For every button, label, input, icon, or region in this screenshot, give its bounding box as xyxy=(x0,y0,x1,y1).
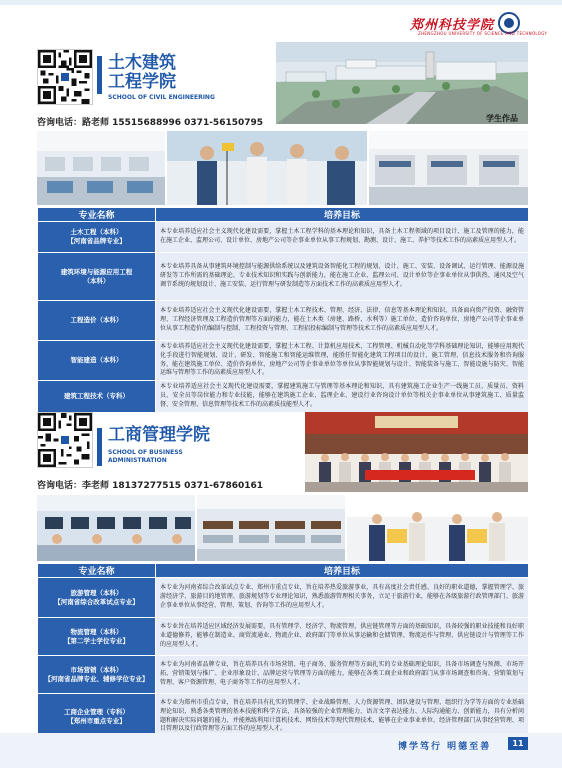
civil-contact: 咨询电话：路老师 15515688996 0371-56150795 xyxy=(37,118,264,128)
major-goal: 本专业培养适应社会主义现代化建设需要，掌握土木工程学科的基本理论和知识，具备土木工程领域的项目设计、施工及管理的能力，能在施工企业、监理公司、设计单位、房地产公司等企事业单位从事工程规划、勘测、设计、施工、养护等技术工作的高素质应用型人才。 xyxy=(156,222,529,253)
major-goal: 本专业培养适应社会主义现代化建设需要，掌握土木工程技术、管理、经济、法律、信息等基本理论和知识，具备面向资产投资、融资管理、工程经济管理及工程造价管理等方面的能力，能在土木类（房建、路桥、水利等）施工单位、造价咨询单位、房地产公司等企事业单位从事工程造价的编制与控制、工程投资与管理、工程招投标编制与管理等技术工作的高素质应用型人才。 xyxy=(156,301,529,341)
major-name xyxy=(38,253,156,301)
table-row xyxy=(38,381,529,413)
business-contact: 咨询电话：李老师 18137277515 0371-67860161 xyxy=(37,481,264,491)
civil-lab-photo-2 xyxy=(369,131,528,205)
school-name-en: ZHENGZHOU UNIVERSITY OF SCIENCE AND TECHNOLOGY xyxy=(418,31,548,36)
student-work-label: 学生作品 xyxy=(486,114,518,123)
major-note: 【河南省品牌专业】 xyxy=(67,237,126,245)
table-row xyxy=(38,222,529,253)
civil-majors-table xyxy=(37,207,529,413)
civil-students-surveying-photo xyxy=(167,131,367,205)
business-group-photo xyxy=(305,412,528,492)
business-table-header xyxy=(38,564,529,578)
major-name-text: 工程造价（本科） xyxy=(70,316,123,324)
business-title-en-line-1: SCHOOL OF BUSINESS xyxy=(108,449,183,456)
major-note: 【第二学士学位专业】 xyxy=(64,636,129,645)
civil-campus-model-photo xyxy=(276,42,528,124)
table-row xyxy=(38,656,529,694)
business-majors-table xyxy=(37,563,529,740)
major-goal: 本专业为河南省综合改革试点专业、郑州市重点专业，旨在培养热爱旅游事业，具有高度社会责任感、良好的职业道德，掌握管理学、旅游经济学、旅游目的地管理、旅游规划等专业理论知识，熟悉旅游管理相关事务，立足于旅游行业，能够在各级旅游行政管理部门、旅游企事业单位从事经营、管理、策划、咨询等工作的应用型人才。 xyxy=(156,578,529,618)
header-major: 专业名称 xyxy=(38,208,156,222)
major-name xyxy=(38,578,156,618)
major-name-text: 建筑环境与能源应用工程 xyxy=(60,267,133,276)
top-rule xyxy=(0,0,562,5)
business-qr-code-icon xyxy=(37,412,93,468)
major-goal: 本专业培养具备从事建筑环境控制与能源供给系统以及建筑设备智能化工程的规划、设计、施工、安装、设备调试、运行管理、能源设施研发等工作所需的基础理论、专业技术知识和实践与创新能力，能在施工企业、监理公司、设计单位等企事业单位从事供热、通风及空气调节系统的规划设计、施工安装、运行管理与研发制造等方面技术工作的高素质应用型人才。 xyxy=(156,253,529,301)
major-note: （本科） xyxy=(83,276,110,285)
table-row xyxy=(38,578,529,618)
major-name xyxy=(38,341,156,381)
page-number: 11 xyxy=(508,737,528,750)
title-accent-bar xyxy=(97,56,102,94)
business-title-en-line-2: ADMINISTRATION xyxy=(108,457,167,464)
footer-motto: 博学笃行 明德至善 xyxy=(398,742,492,752)
major-goal: 本专业为郑州市重点专业，旨在培养具有扎实的管理学、企业战略管理、人力资源管理、团队建设与管理、组织行为学等方面的专业基础理论知识，熟悉各类管理的基本技能和科学方法，具备较强的企业管理能力、语言文字表达能力、人际沟通能力、创新能力，具有分析问题和解决实际问题的能力，并能熟练利用计算机技术、网络技术等现代管理技术，能够在企业事业单位、经济管理部门从事经营管理、项目管理以及行政管理等方面工作的应用型人才。 xyxy=(156,694,529,740)
major-name xyxy=(38,222,156,253)
major-name xyxy=(38,618,156,656)
header-goal: 培养目标 xyxy=(156,208,529,222)
business-title: 工商管理学院 xyxy=(108,425,210,445)
title-accent-bar xyxy=(97,428,102,466)
table-row xyxy=(38,618,529,656)
major-name-text: 旅游管理（本科） xyxy=(70,588,123,597)
civil-title-block xyxy=(97,54,215,102)
major-name-text: 智能建造（本科） xyxy=(70,356,123,364)
major-name xyxy=(38,301,156,341)
major-name xyxy=(38,656,156,694)
major-name-text: 物流管理（本科） xyxy=(70,627,123,636)
civil-qr-code-icon xyxy=(37,49,93,105)
major-goal: 本专业培养适应社会主义现代化建设需要，掌握土木工程、计算机应用技术、工程管理、机械自动化等学科基础理论知识，能够应用现代化手段进行智能规划、设计、研发、智能施工和智能运维管理，能胜任智能化建筑工程项目的设计、施工管理、信息技术服务和咨询服务，能在建筑施工单位、造价咨询单位、房地产公司等企事业单位等单位从事智能规划与设计、智能装备与施工、智能设施与防灾、智能运维与管理等工作的高素质应用型人才。 xyxy=(156,341,529,381)
major-goal: 本专业为河南省品牌专业，旨在培养具有市场营销、电子商务、服务管理等方面扎实的专业基础理论知识，具备市场调查与预测、市场开拓、营销策划与推广、企业形象设计、品牌运营与管理等方面的能力，能够在各类工商企业和政府部门从事市场调查和咨询、营销策划与管理、客户资源管理、电子商务等工作的应用型人才。 xyxy=(156,656,529,694)
civil-title-line-2: 工程学院 xyxy=(108,72,176,92)
major-note: 【郑州市重点专业】 xyxy=(67,716,126,725)
table-row xyxy=(38,341,529,381)
page-footer xyxy=(0,733,562,768)
major-note: 【河南省品牌专业、辅修学位专业】 xyxy=(44,674,149,683)
major-name-text: 土木工程（本科） xyxy=(70,228,123,236)
major-name-text: 工商企业管理（专科） xyxy=(64,707,129,716)
business-title-block xyxy=(97,426,210,466)
business-students-sign-photo xyxy=(347,495,528,561)
business-computer-lab-photo xyxy=(37,495,195,561)
civil-lab-photo-1 xyxy=(37,131,165,205)
business-training-room-photo xyxy=(197,495,345,561)
major-name-text: 建筑工程技术（专科） xyxy=(64,392,129,400)
major-name-text: 市场营销（本科） xyxy=(70,665,123,674)
table-row xyxy=(38,253,529,301)
major-name xyxy=(38,381,156,413)
header-major: 专业名称 xyxy=(38,564,156,578)
header-goal: 培养目标 xyxy=(156,564,529,578)
civil-table-header xyxy=(38,208,529,222)
major-goal: 本专业旨在培养适应区域经济发展需要，具有管理学、经济学、物流管理、供应链管理等方面的基础知识，具备较强的职业技能和良好职业道德修养，能够在制造业、商贸流通业、物流企业、政府部门等单位从事运输和仓储管理、物流运作与管理、供应链设计与管理等工作的应用型人才。 xyxy=(156,618,529,656)
major-goal: 本专业培养适应社会主义现代化建设需要，掌握建筑施工与管理等基本理论和知识，具有建筑施工企业生产一线施工员、质量员、资料员、安全员等岗位能力和专业技能，能够在建筑施工企业、监理企业、建设行业咨询设计单位等相关企事业单位从事建筑施工、质量监督、安全管理、信息管理等技术工作的高素质技能型人才。 xyxy=(156,381,529,413)
civil-title-line-1: 土木建筑 xyxy=(108,53,176,73)
table-row xyxy=(38,301,529,341)
major-note: 【河南省综合改革试点专业】 xyxy=(54,597,139,606)
school-name: 郑州科技学院 xyxy=(410,17,495,33)
civil-title-en: SCHOOL OF CIVIL ENGINEERING xyxy=(108,94,215,101)
